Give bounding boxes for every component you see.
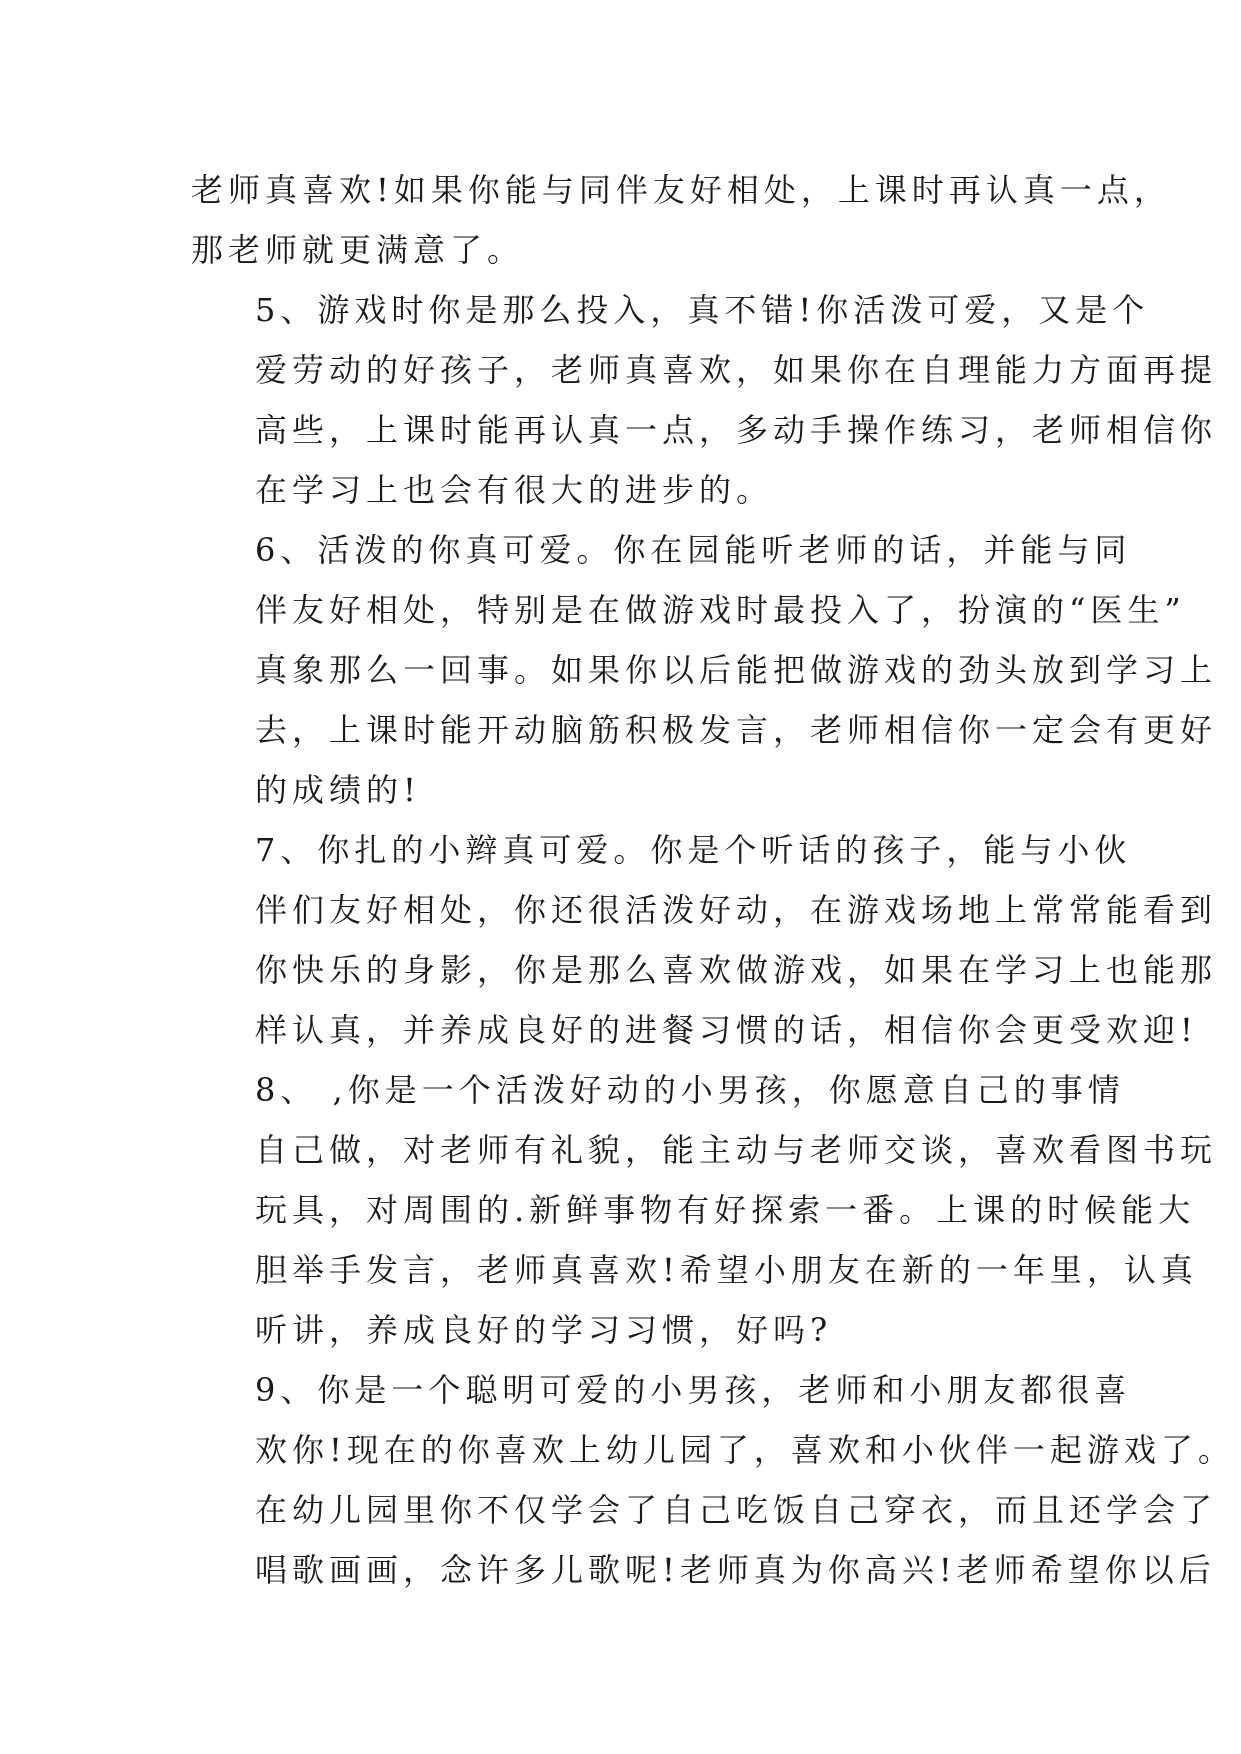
- text-line: 自己做，对老师有礼貌，能主动与老师交谈，喜欢看图书玩: [255, 1131, 1218, 1169]
- text-line: 去，上课时能开动脑筋积极发言，老师相信你一定会有更好: [255, 711, 1218, 749]
- text-line: 爱劳动的好孩子，老师真喜欢，如果你在自理能力方面再提: [255, 351, 1218, 389]
- document-body: [191, 160, 1235, 1600]
- text-line: 老师真喜欢!如果你能与同伴友好相处，上课时再认真一点，: [191, 171, 1171, 209]
- text-line: 欢你!现在的你喜欢上幼儿园了，喜欢和小伙伴一起游戏了。: [255, 1431, 1235, 1469]
- paragraph-comment-6: [191, 520, 1218, 820]
- text-line: 真象那么一回事。如果你以后能把做游戏的劲头放到学习上: [255, 651, 1218, 689]
- text-line: 胆举手发言，老师真喜欢!希望小朋友在新的一年里，认真: [255, 1251, 1198, 1289]
- paragraph-comment-8: [191, 1060, 1218, 1360]
- text-line: 9、你是一个聪明可爱的小男孩，老师和小朋友都很喜: [255, 1371, 1132, 1409]
- text-line: 6、活泼的你真可爱。你在园能听老师的话，并能与同: [255, 531, 1132, 569]
- paragraph-comment-9: [191, 1360, 1235, 1600]
- paragraph-comment-5: [191, 280, 1218, 520]
- text-line: 5、游戏时你是那么投入，真不错!你活泼可爱，又是个: [255, 291, 1150, 329]
- text-line: 你快乐的身影，你是那么喜欢做游戏，如果在学习上也能那: [255, 951, 1218, 989]
- text-line: 的成绩的!: [255, 771, 421, 809]
- text-line: 8、 ,你是一个活泼好动的小男孩，你愿意自己的事情: [255, 1071, 1125, 1109]
- paragraph-continued: [191, 160, 1171, 280]
- text-line: 玩具，对周围的.新鲜事物有好探索一番。上课的时候能大: [255, 1191, 1196, 1229]
- text-line: 7、你扎的小辫真可爱。你是个听话的孩子，能与小伙: [255, 831, 1132, 869]
- paragraph-comment-7: [191, 820, 1218, 1060]
- text-line: 听讲，养成良好的学习习惯，好吗?: [255, 1311, 833, 1349]
- text-line: 在学习上也会有很大的进步的。: [255, 471, 774, 509]
- text-line: 高些，上课时能再认真一点，多动手操作练习，老师相信你: [255, 411, 1218, 449]
- text-line: 唱歌画画，念许多儿歌呢!老师真为你高兴!老师希望你以后: [255, 1551, 1216, 1589]
- text-line: 伴友好相处，特别是在做游戏时最投入了，扮演的“医生”: [255, 591, 1186, 629]
- text-line: 伴们友好相处，你还很活泼好动，在游戏场地上常常能看到: [255, 891, 1218, 929]
- text-line: 在幼儿园里你不仅学会了自己吃饭自己穿衣，而且还学会了: [255, 1491, 1218, 1529]
- text-line: 样认真，并养成良好的进餐习惯的话，相信你会更受欢迎!: [255, 1011, 1198, 1049]
- text-line: 那老师就更满意了。: [191, 231, 525, 269]
